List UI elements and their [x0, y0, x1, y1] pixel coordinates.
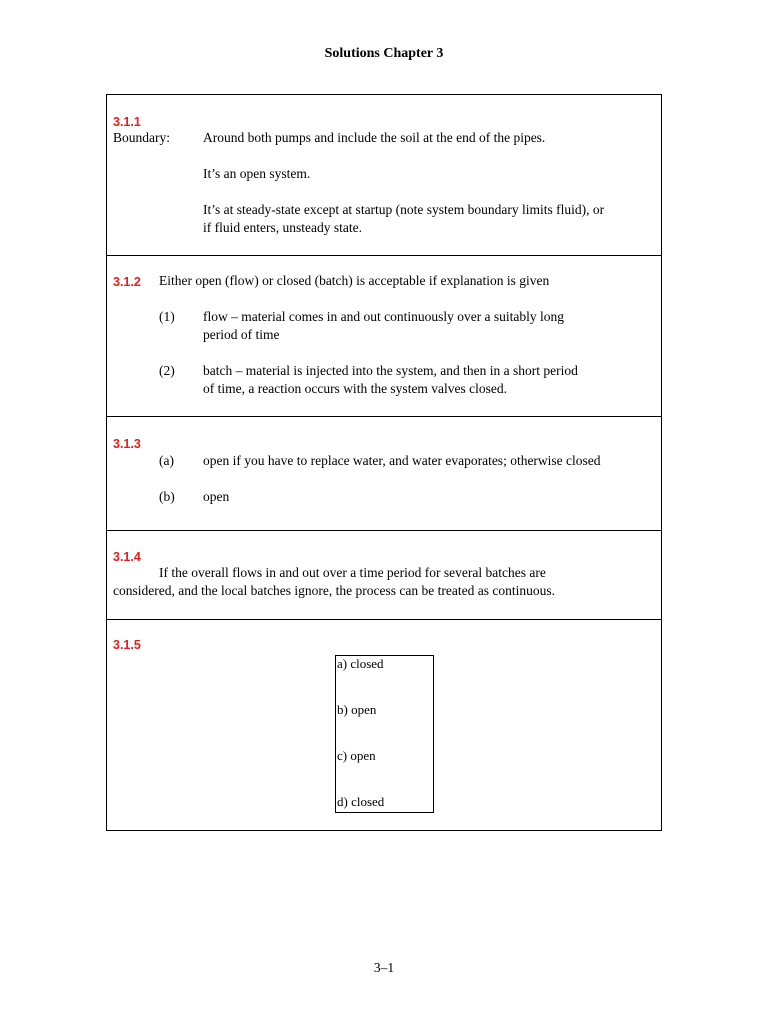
answer-text: It’s at steady-state except at startup (note system boundary limits fluid), or: [203, 202, 605, 217]
answer-text: It’s an open system.: [203, 166, 311, 181]
answer-text: batch – material is injected into the system, and then in a short period: [203, 363, 578, 378]
answer-text: open: [203, 489, 230, 504]
answer-text: Around both pumps and include the soil at the end of the pipes.: [203, 130, 546, 145]
page-title: Solutions Chapter 3: [324, 46, 444, 61]
section-divider: [107, 619, 661, 620]
answer-text: flow – material comes in and out continuously over a suitably long: [203, 309, 565, 324]
problem-number: 3.1.5: [113, 638, 141, 652]
problem-number: 3.1.1: [113, 115, 141, 129]
answer-text: considered, and the local batches ignore, the process can be treated as continuous.: [113, 583, 555, 598]
boundary-label: Boundary:: [113, 130, 170, 145]
answer-text: if fluid enters, unsteady state.: [203, 220, 362, 235]
list-marker: (b): [159, 489, 175, 504]
list-marker: (2): [159, 363, 175, 378]
section-divider: [107, 530, 661, 531]
list-marker: (a): [159, 453, 174, 468]
answer-text: of time, a reaction occurs with the system valves closed.: [203, 381, 508, 396]
problem-number: 3.1.4: [113, 550, 141, 564]
answer-intro: Either open (flow) or closed (batch) is acceptable if explanation is given: [159, 273, 550, 288]
answer-text: If the overall flows in and out over a time period for several batches are: [159, 565, 546, 580]
solutions-box: [106, 94, 662, 831]
answer-item: a) closed: [337, 656, 384, 671]
problem-number: 3.1.3: [113, 437, 141, 451]
answer-item: d) closed: [337, 794, 385, 809]
answer-text: open if you have to replace water, and water evaporates; otherwise closed: [203, 453, 601, 468]
answers-box: [335, 655, 434, 813]
answer-text: period of time: [203, 327, 280, 342]
answer-item: b) open: [337, 702, 377, 717]
section-divider: [107, 255, 661, 256]
problem-number: 3.1.2: [113, 275, 141, 289]
answer-item: c) open: [337, 748, 376, 763]
section-divider: [107, 416, 661, 417]
list-marker: (1): [159, 309, 175, 324]
page-number: 3–1: [373, 960, 395, 975]
